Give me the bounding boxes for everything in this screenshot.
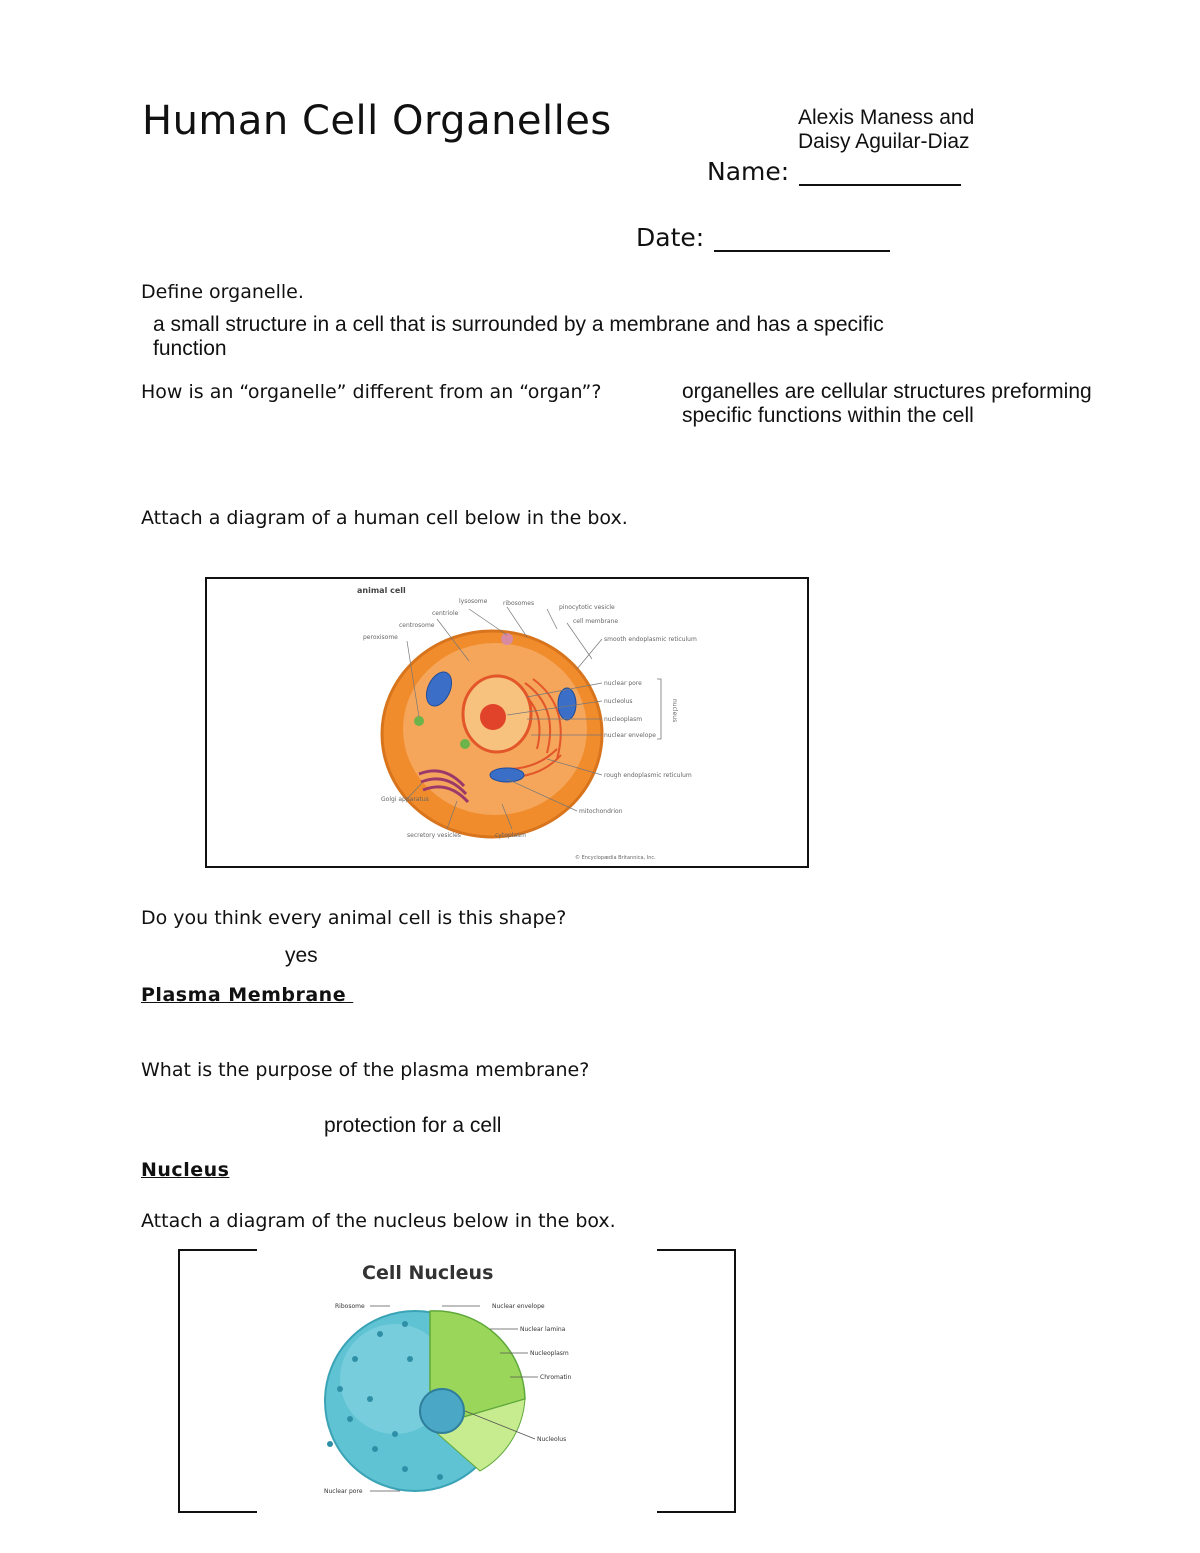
answer-line-1: a small structure in a cell that is surrounded by a membrane and has a specific: [153, 313, 884, 336]
organelle-vs-organ-answer[interactable]: [682, 380, 1092, 428]
label-golgi: Golgi apparatus: [381, 796, 429, 803]
mitochondrion: [558, 688, 576, 720]
label-nucleoplasm: nucleoplasm: [604, 716, 643, 723]
define-organelle-question: Define organelle.: [141, 281, 304, 303]
nucleolus: [420, 1389, 464, 1433]
define-organelle-answer[interactable]: [153, 313, 884, 361]
nucleus-diagram-box: [178, 1249, 736, 1513]
nucleus-heading: Nucleus: [141, 1159, 230, 1181]
animal-cell-diagram: [207, 579, 807, 866]
nucleus-bracket: [657, 679, 661, 739]
plasma-membrane-answer[interactable]: protection for a cell: [324, 1114, 502, 1137]
plasma-membrane-heading: Plasma Membrane: [141, 984, 354, 1006]
peroxisome: [414, 716, 424, 726]
label-nucleolus: Nucleolus: [537, 1436, 567, 1443]
label-centriole: centriole: [432, 610, 459, 617]
name-blank[interactable]: [799, 160, 961, 186]
label-nuclear-envelope: Nuclear envelope: [492, 1303, 545, 1310]
authors-line-2: Daisy Aguilar-Diaz: [798, 130, 970, 153]
label-lysosome: lysosome: [459, 598, 488, 605]
vesicle: [460, 739, 470, 749]
attach-nucleus-diagram-instruction: Attach a diagram of the nucleus below in the box.: [141, 1210, 616, 1232]
nucleolus: [480, 704, 506, 730]
date-field: [636, 223, 890, 252]
cell-shape-question: Do you think every animal cell is this shape?: [141, 907, 567, 929]
plasma-membrane-question: What is the purpose of the plasma membrane?: [141, 1059, 590, 1081]
label-cytoplasm: cytoplasm: [495, 832, 526, 839]
label-nuclear-pore: nuclear pore: [604, 680, 642, 687]
answer-line-2: function: [153, 337, 227, 360]
label-rough-er: rough endoplasmic reticulum: [604, 772, 692, 779]
date-blank[interactable]: [714, 226, 890, 252]
organelle-vs-organ-question: How is an “organelle” different from an “organ”?: [141, 381, 602, 403]
label-secretory-vesicles: secretory vesicles: [407, 832, 461, 839]
answer-line-2: specific functions within the cell: [682, 404, 974, 427]
label-smooth-er: smooth endoplasmic reticulum: [604, 636, 697, 643]
label-nuclear-lamina: Nuclear lamina: [520, 1326, 566, 1333]
answer-line-1: organelles are cellular structures preforming: [682, 380, 1092, 403]
attach-cell-diagram-instruction: Attach a diagram of a human cell below in the box.: [141, 507, 628, 529]
cell-diagram-box: [205, 577, 809, 868]
page-title: Human Cell Organelles: [142, 98, 612, 144]
label-ribosome: Ribosome: [335, 1303, 365, 1310]
mitochondrion: [490, 768, 524, 782]
label-chromatin: Chromatin: [540, 1374, 572, 1381]
diagram-credit: © Encyclopædia Britannica, Inc.: [575, 855, 656, 861]
label-nuclear-pore: Nuclear pore: [324, 1488, 363, 1495]
label-peroxisome: peroxisome: [363, 634, 398, 641]
cell-shape-answer[interactable]: yes: [285, 944, 318, 967]
diagram-title: animal cell: [357, 586, 406, 595]
label-mitochondrion: mitochondrion: [579, 808, 623, 815]
label-pinocytotic-vesicle: pinocytotic vesicle: [559, 604, 615, 611]
cell-nucleus-diagram: [180, 1249, 734, 1513]
label-nucleoplasm: Nucleoplasm: [530, 1350, 569, 1357]
name-field: [707, 157, 961, 186]
label-nucleus-bracket: nucleus: [671, 699, 678, 723]
label-nuclear-envelope: nuclear envelope: [604, 732, 656, 739]
authors-line-1: Alexis Maness and: [798, 106, 975, 129]
authors: [798, 106, 974, 154]
date-label: Date:: [636, 223, 705, 252]
label-ribosomes: ribosomes: [503, 600, 535, 607]
label-nucleolus: nucleolus: [604, 698, 633, 705]
name-label: Name:: [707, 157, 790, 186]
label-cell-membrane: cell membrane: [573, 618, 619, 625]
nucleus-diagram-title: Cell Nucleus: [362, 1262, 494, 1284]
label-centrosome: centrosome: [399, 622, 435, 629]
